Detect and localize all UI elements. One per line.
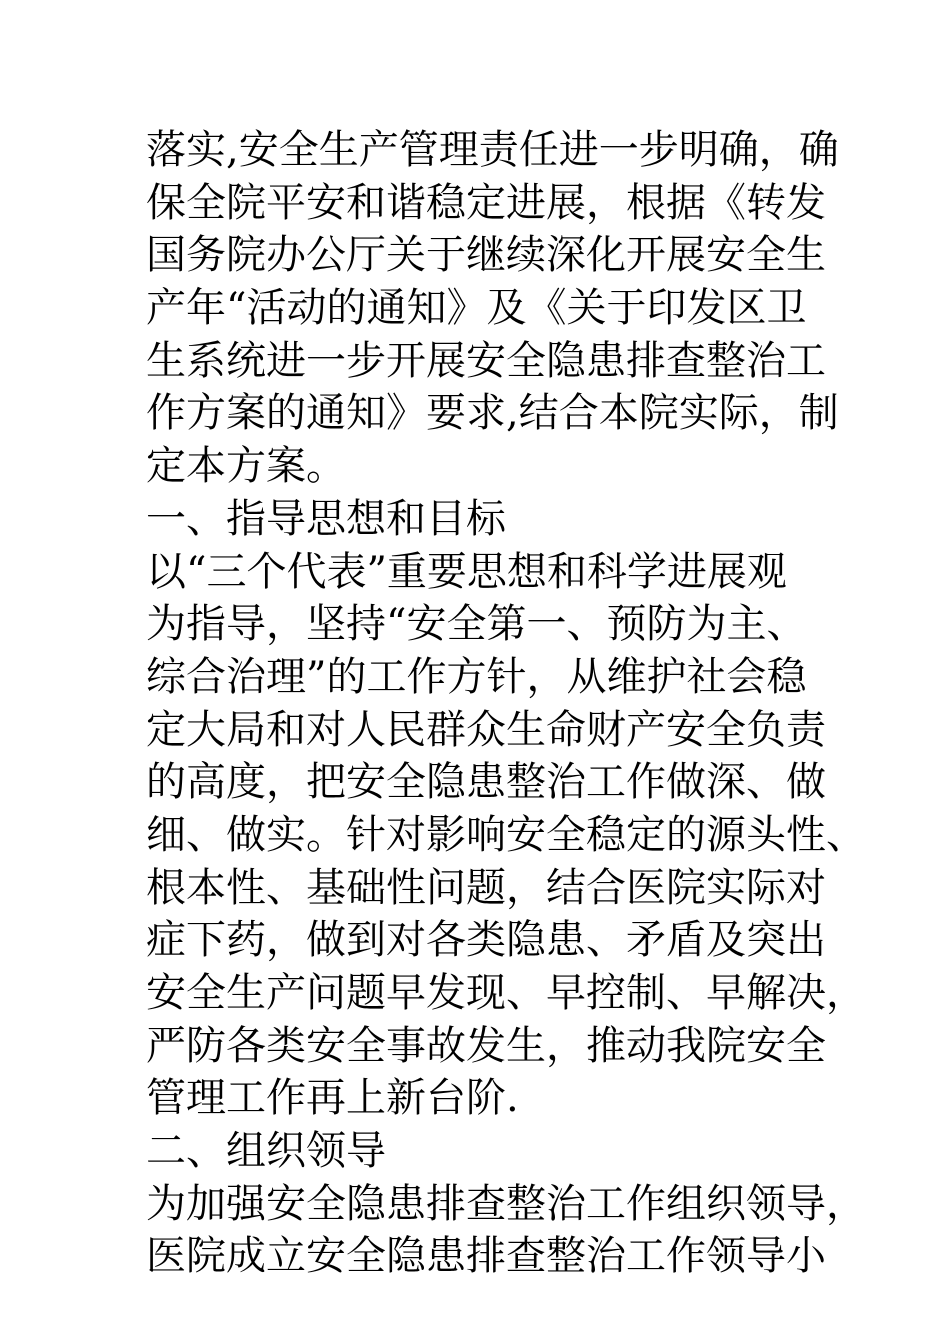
paragraph-line: 为指导，坚持“安全第一、预防为主、	[146, 601, 807, 648]
paragraph-line: 保全院平安和谐稳定进展，根据《转发	[146, 179, 826, 226]
paragraph-line: 根本性、基础性问题，结合医院实际对	[146, 864, 826, 911]
section-heading-organization: 二、组织领导	[146, 1128, 386, 1175]
paragraph-line: 定本方案。	[146, 443, 346, 490]
paragraph-line: 症下药，做到对各类隐患、矛盾及突出	[146, 917, 826, 964]
paragraph-line: 综合治理”的工作方针，从维护社会稳	[146, 653, 807, 700]
paragraph-line: 严防各类安全事故发生，推动我院安全	[146, 1022, 826, 1069]
paragraph-line: 国务院办公厅关于继续深化开展安全生	[146, 232, 826, 279]
paragraph-line: 以“三个代表”重要思想和科学进展观	[146, 548, 787, 595]
paragraph-line: 的高度，把安全隐患整治工作做深、做	[146, 759, 826, 806]
paragraph-line: 医院成立安全隐患排查整治工作领导小	[146, 1233, 826, 1280]
document-body	[146, 124, 866, 1283]
section-heading-guiding-ideology: 一、指导思想和目标	[146, 495, 506, 542]
paragraph-line: 生系统进一步开展安全隐患排查整治工	[146, 337, 826, 384]
paragraph-line: 为加强安全隐患排查整治工作组织领导，	[146, 1180, 866, 1227]
paragraph-line: 定大局和对人民群众生命财产安全负责	[146, 706, 826, 753]
paragraph-line: 细、做实。针对影响安全稳定的源头性、	[146, 811, 866, 858]
paragraph-line: 安全生产问题早发现、早控制、早解决，	[146, 970, 866, 1016]
paragraph-line: 落实,安全生产管理责任进一步明确，确	[146, 127, 839, 173]
paragraph-line: 产年“活动的通知》及《关于印发区卫	[146, 285, 807, 332]
paragraph-line: 作方案的通知》要求,结合本院实际，制	[146, 390, 839, 437]
paragraph-line: 管理工作再上新台阶.	[146, 1075, 519, 1122]
